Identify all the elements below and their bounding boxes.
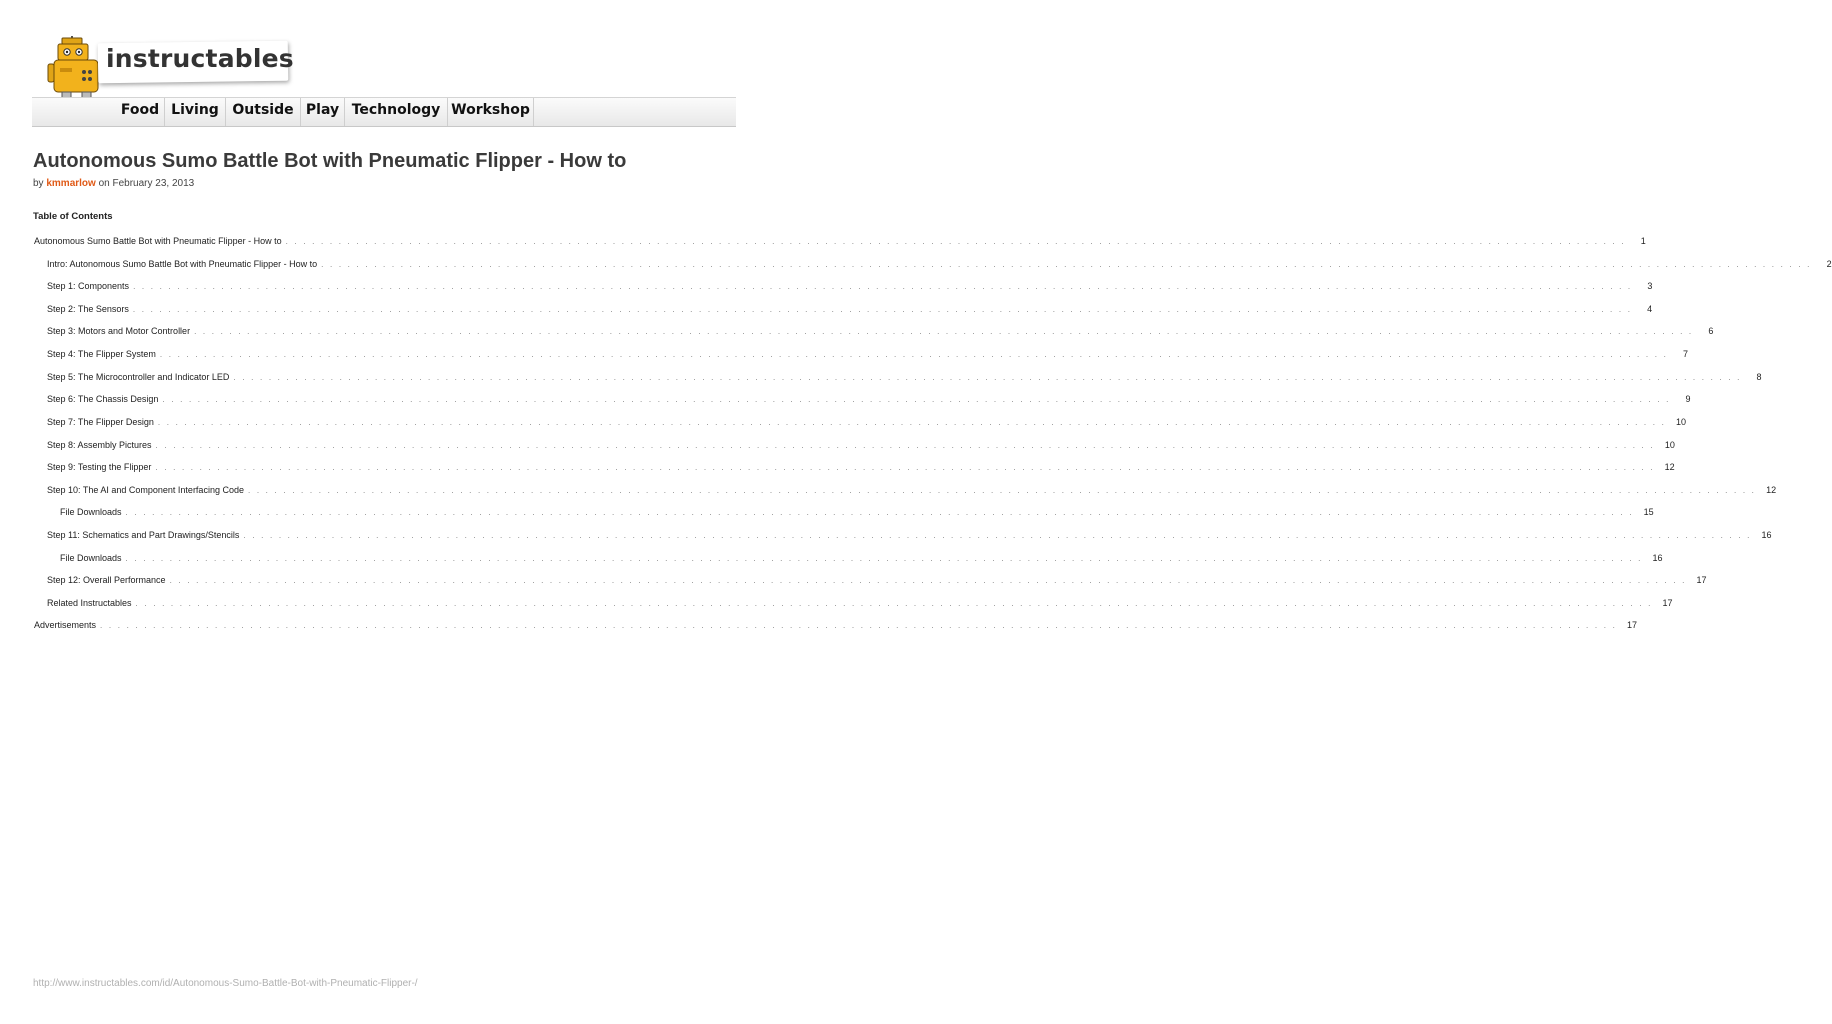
nav-item-technology[interactable]: Technology bbox=[345, 98, 448, 126]
toc-entry[interactable] bbox=[47, 372, 1762, 386]
toc-entry-page: 10 bbox=[1676, 417, 1687, 427]
toc-entry[interactable] bbox=[47, 281, 1653, 295]
nav-item-outside[interactable]: Outside bbox=[226, 98, 301, 126]
toc-leader: . . . . . . . . . . . . . . . . . . . . . . . . . . . . . . . . . . . . . . . . . . . . . . . . . . . . . . . . . . . . . . . . . . . . . . . . . . . . . . . . . . . . . . . . . . . . . . . . . . . . . . . . . . . . . . . . . . . . . . . . . . . . . . . . . . . . . . . . . . . . . . . . . . . . . . . . . . . . . . . . . . . . . . . . . . bbox=[155, 441, 1655, 450]
page-title: Autonomous Sumo Battle Bot with Pneumatic Flipper - How to bbox=[33, 150, 627, 172]
toc-entry-label: Step 3: Motors and Motor Controller bbox=[47, 326, 191, 336]
toc-entry-label: Step 11: Schematics and Part Drawings/Stencils bbox=[47, 530, 240, 540]
byline-prefix: by bbox=[33, 178, 44, 189]
toc-entry[interactable] bbox=[47, 394, 1691, 408]
toc-leader: . . . . . . . . . . . . . . . . . . . . . . . . . . . . . . . . . . . . . . . . . . . . . . . . . . . . . . . . . . . . . . . . . . . . . . . . . . . . . . . . . . . . . . . . . . . . . . . . . . . . . . . . . . . . . . . . . . . . . . . . . . . . . . . . . . . . . . . . . . . . . . . . . . . . . . . . . . . . . . . . . . . . . . . . . . . . bbox=[100, 621, 1618, 630]
toc-entry[interactable] bbox=[47, 575, 1707, 589]
toc-leader: . . . . . . . . . . . . . . . . . . . . . . . . . . . . . . . . . . . . . . . . . . . . . . . . . . . . . . . . . . . . . . . . . . . . . . . . . . . . . . . . . . . . . . . . . . . . . . . . . . . . . . . . . . . . . . . . . . . . . . . . . . . . . . . . . . . . . . . . . . . . . . . . . . . . . . . . . . . . . . . . . . . . . . . . . bbox=[321, 260, 1812, 269]
nav-item-play[interactable]: Play bbox=[301, 98, 345, 126]
toc-entry-page: 17 bbox=[1696, 575, 1707, 585]
byline bbox=[33, 178, 194, 189]
toc-entry-label: Step 4: The Flipper System bbox=[47, 349, 156, 359]
toc-leader: . . . . . . . . . . . . . . . . . . . . . . . . . . . . . . . . . . . . . . . . . . . . . . . . . . . . . . . . . . . . . . . . . . . . . . . . . . . . . . . . . . . . . . . . . . . . . . . . . . . . . . . . . . . . . . . . . . . . . . . . . . . . . . . . . . . . . . . . . . . . . . . . . . . . . . . . . . . . . . . . . . . . . . . . . . . . bbox=[135, 599, 1653, 608]
toc-leader: . . . . . . . . . . . . . . . . . . . . . . . . . . . . . . . . . . . . . . . . . . . . . . . . . . . . . . . . . . . . . . . . . . . . . . . . . . . . . . . . . . . . . . . . . . . . . . . . . . . . . . . . . . . . . . . . . . . . . . . . . . . . . . . . . . . . . . . . . . . . . . . . . . . . . . . . . . . . . . . . . . . . . . . . . . . bbox=[159, 350, 1669, 359]
toc-entry[interactable] bbox=[47, 417, 1687, 431]
toc-leader: . . . . . . . . . . . . . . . . . . . . . . . . . . . . . . . . . . . . . . . . . . . . . . . . . . . . . . . . . . . . . . . . . . . . . . . . . . . . . . . . . . . . . . . . . . . . . . . . . . . . . . . . . . . . . . . . . . . . . . . . . . . . . . . . . . . . . . . . . . . . . . . . . . . . . . . . . . . . . . . . . . . . . . . . . . bbox=[155, 463, 1655, 472]
toc-entry-label: Step 1: Components bbox=[47, 281, 130, 291]
toc-entry[interactable] bbox=[34, 236, 1646, 250]
toc-entry-page: 2 bbox=[1826, 259, 1832, 269]
toc-entry-page: 10 bbox=[1664, 440, 1675, 450]
author-link[interactable]: kmmarlow bbox=[46, 178, 96, 189]
toc-leader: . . . . . . . . . . . . . . . . . . . . . . . . . . . . . . . . . . . . . . . . . . . . . . . . . . . . . . . . . . . . . . . . . . . . . . . . . . . . . . . . . . . . . . . . . . . . . . . . . . . . . . . . . . . . . . . . . . . . . . . . . . . . . . . . . . . . . . . . . . . . . . . . . . . . . . . . . . . . . . . . . . . . . . . . . . . bbox=[243, 531, 1752, 540]
toc-leader: . . . . . . . . . . . . . . . . . . . . . . . . . . . . . . . . . . . . . . . . . . . . . . . . . . . . . . . . . . . . . . . . . . . . . . . . . . . . . . . . . . . . . . . . . . . . . . . . . . . . . . . . . . . . . . . . . . . . . . . . . . . . . . . . . . . . . . . . . . . . . . . . . . . . . . . . . . . . . . . . . . . . . . . . . . . bbox=[233, 373, 1742, 382]
toc-entry-page: 1 bbox=[1640, 236, 1646, 246]
toc-entry[interactable] bbox=[47, 530, 1772, 544]
toc-leader: . . . . . . . . . . . . . . . . . . . . . . . . . . . . . . . . . . . . . . . . . . . . . . . . . . . . . . . . . . . . . . . . . . . . . . . . . . . . . . . . . . . . . . . . . . . . . . . . . . . . . . . . . . . . . . . . . . . . . . . . . . . . . . . . . . . . . . . . . . . . . . . . . . . . . . . . . . . . . . . . . . . . . . . . . . . bbox=[162, 395, 1671, 404]
toc-entry-label: Autonomous Sumo Battle Bot with Pneumatic Flipper - How to bbox=[34, 236, 282, 246]
toc-leader: . . . . . . . . . . . . . . . . . . . . . . . . . . . . . . . . . . . . . . . . . . . . . . . . . . . . . . . . . . . . . . . . . . . . . . . . . . . . . . . . . . . . . . . . . . . . . . . . . . . . . . . . . . . . . . . . . . . . . . . . . . . . . . . . . . . . . . . . . . . . . . . . . . . . . . . . . . . . . . . . . . . . . . . . . . bbox=[133, 282, 1633, 291]
nav-item-workshop[interactable]: Workshop bbox=[448, 98, 534, 126]
toc-leader: . . . . . . . . . . . . . . . . . . . . . . . . . . . . . . . . . . . . . . . . . . . . . . . . . . . . . . . . . . . . . . . . . . . . . . . . . . . . . . . . . . . . . . . . . . . . . . . . . . . . . . . . . . . . . . . . . . . . . . . . . . . . . . . . . . . . . . . . . . . . . . . . . . . . . . . . . . . . . . . . . . . . . . . . . . . bbox=[157, 418, 1667, 427]
toc-leader: . . . . . . . . . . . . . . . . . . . . . . . . . . . . . . . . . . . . . . . . . . . . . . . . . . . . . . . . . . . . . . . . . . . . . . . . . . . . . . . . . . . . . . . . . . . . . . . . . . . . . . . . . . . . . . . . . . . . . . . . . . . . . . . . . . . . . . . . . . . . . . . . . . . . . . . . . . . . . . . . . . . . . . . . . . . bbox=[247, 486, 1757, 495]
toc-leader: . . . . . . . . . . . . . . . . . . . . . . . . . . . . . . . . . . . . . . . . . . . . . . . . . . . . . . . . . . . . . . . . . . . . . . . . . . . . . . . . . . . . . . . . . . . . . . . . . . . . . . . . . . . . . . . . . . . . . . . . . . . . . . . . . . . . . . . . . . . . . . . . . . . . . . . . bbox=[285, 237, 1626, 246]
toc-entry-page: 8 bbox=[1756, 372, 1762, 382]
footer-url[interactable]: http://www.instructables.com/id/Autonomous-Sumo-Battle-Bot-with-Pneumatic-Flipper-/ bbox=[33, 978, 418, 989]
toc-entry[interactable] bbox=[47, 259, 1832, 273]
toc-entry[interactable] bbox=[60, 553, 1663, 567]
toc-entry-page: 16 bbox=[1761, 530, 1772, 540]
toc-entry[interactable] bbox=[47, 598, 1673, 612]
toc-entry-page: 4 bbox=[1647, 304, 1653, 314]
nav-item-food[interactable]: Food bbox=[116, 98, 165, 126]
toc-leader: . . . . . . . . . . . . . . . . . . . . . . . . . . . . . . . . . . . . . . . . . . . . . . . . . . . . . . . . . . . . . . . . . . . . . . . . . . . . . . . . . . . . . . . . . . . . . . . . . . . . . . . . . . . . . . . . . . . . . . . . . . . . . . . . . . . . . . . . . . . . . . . . . . . . . . . . . . . . . . . . . . . . . . . . . . . . bbox=[169, 576, 1687, 585]
site-logo[interactable]: instructables bbox=[106, 44, 294, 73]
publish-date: on February 23, 2013 bbox=[98, 178, 195, 189]
toc-entry-label: File Downloads bbox=[60, 553, 122, 563]
toc-entry-label: Step 5: The Microcontroller and Indicator LED bbox=[47, 372, 230, 382]
toc-entry-label: Step 6: The Chassis Design bbox=[47, 394, 159, 404]
toc-entry[interactable] bbox=[34, 620, 1638, 634]
toc-leader: . . . . . . . . . . . . . . . . . . . . . . . . . . . . . . . . . . . . . . . . . . . . . . . . . . . . . . . . . . . . . . . . . . . . . . . . . . . . . . . . . . . . . . . . . . . . . . . . . . . . . . . . . . . . . . . . . . . . . . . . . . . . . . . . . . . . . . . . . . . . . . . . . . . . . . . . . . . . . . . . . . . . . . . . . . . bbox=[125, 508, 1634, 517]
toc-entry-page: 15 bbox=[1643, 507, 1654, 517]
toc-entry-label: Step 10: The AI and Component Interfacing Code bbox=[47, 485, 244, 495]
toc-entry[interactable] bbox=[47, 326, 1714, 340]
toc-entry-page: 17 bbox=[1662, 598, 1673, 608]
toc-entry-page: 7 bbox=[1683, 349, 1689, 359]
toc-entry-label: Step 8: Assembly Pictures bbox=[47, 440, 152, 450]
toc-entry[interactable] bbox=[60, 507, 1654, 521]
toc-heading: Table of Contents bbox=[33, 211, 113, 222]
toc-entry[interactable] bbox=[47, 304, 1653, 318]
toc-entry-page: 3 bbox=[1647, 281, 1653, 291]
toc-entry-page: 12 bbox=[1766, 485, 1777, 495]
toc-entry-label: Step 12: Overall Performance bbox=[47, 575, 166, 585]
toc-entry[interactable] bbox=[47, 349, 1689, 363]
toc-entry-page: 12 bbox=[1664, 462, 1675, 472]
nav-item-living[interactable]: Living bbox=[165, 98, 226, 126]
toc-entry-label: Step 7: The Flipper Design bbox=[47, 417, 154, 427]
toc-leader: . . . . . . . . . . . . . . . . . . . . . . . . . . . . . . . . . . . . . . . . . . . . . . . . . . . . . . . . . . . . . . . . . . . . . . . . . . . . . . . . . . . . . . . . . . . . . . . . . . . . . . . . . . . . . . . . . . . . . . . . . . . . . . . . . . . . . . . . . . . . . . . . . . . . . . . . . . . . . . . . . . . . . . . . . . . . bbox=[125, 554, 1643, 563]
main-nav bbox=[32, 97, 736, 127]
toc-entry-page: 17 bbox=[1627, 620, 1638, 630]
toc-entry-page: 16 bbox=[1652, 553, 1663, 563]
toc-entry-label: Step 2: The Sensors bbox=[47, 304, 129, 314]
toc-entry-label: Advertisements bbox=[34, 620, 97, 630]
toc-leader: . . . . . . . . . . . . . . . . . . . . . . . . . . . . . . . . . . . . . . . . . . . . . . . . . . . . . . . . . . . . . . . . . . . . . . . . . . . . . . . . . . . . . . . . . . . . . . . . . . . . . . . . . . . . . . . . . . . . . . . . . . . . . . . . . . . . . . . . . . . . . . . . . . . . . . . . . . . . . . . . . . . . . . . . . . bbox=[194, 327, 1694, 336]
toc-entry-page: 9 bbox=[1685, 394, 1691, 404]
toc-entry[interactable] bbox=[47, 462, 1675, 476]
toc-entry-label: Step 9: Testing the Flipper bbox=[47, 462, 152, 472]
toc-leader: . . . . . . . . . . . . . . . . . . . . . . . . . . . . . . . . . . . . . . . . . . . . . . . . . . . . . . . . . . . . . . . . . . . . . . . . . . . . . . . . . . . . . . . . . . . . . . . . . . . . . . . . . . . . . . . . . . . . . . . . . . . . . . . . . . . . . . . . . . . . . . . . . . . . . . . . . . . . . . . . . . . . . . . . . . bbox=[132, 305, 1633, 314]
toc-entry-label: Related Instructables bbox=[47, 598, 132, 608]
toc-entry[interactable] bbox=[47, 440, 1675, 454]
toc-entry-page: 6 bbox=[1708, 326, 1714, 336]
toc-entry-label: Intro: Autonomous Sumo Battle Bot with Pneumatic Flipper - How to bbox=[47, 259, 318, 269]
toc-entry[interactable] bbox=[47, 485, 1777, 499]
toc-entry-label: File Downloads bbox=[60, 507, 122, 517]
